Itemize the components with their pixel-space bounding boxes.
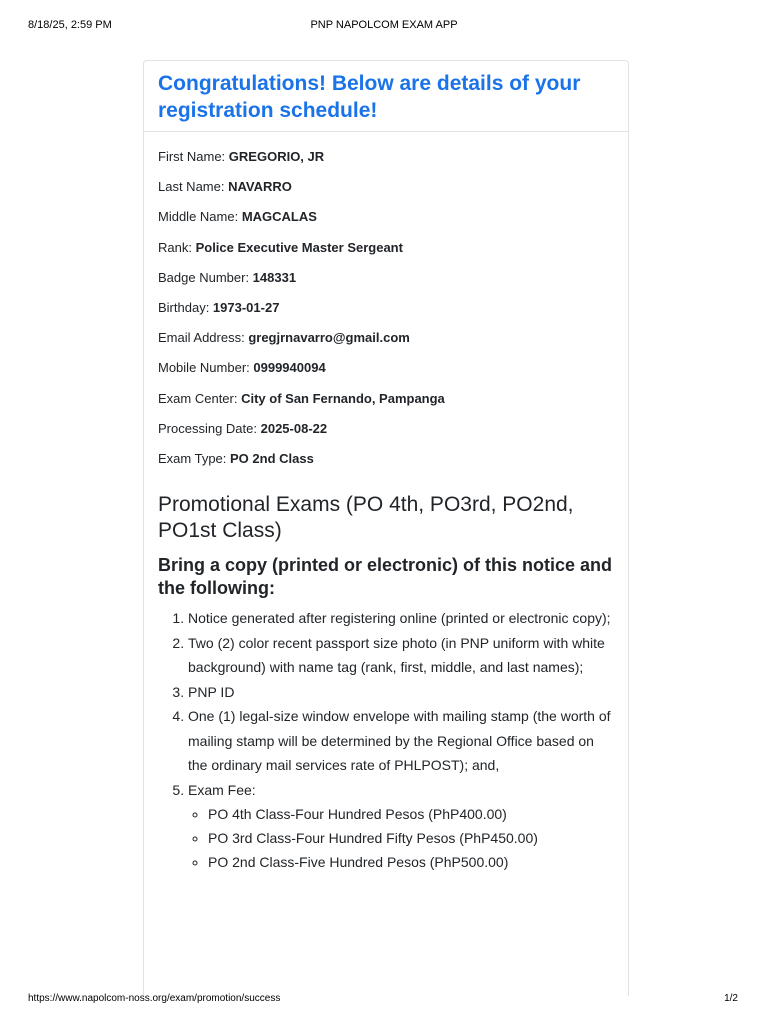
detail-value: City of San Fernando, Pampanga [241, 390, 445, 406]
section-subtitle: Bring a copy (printed or electronic) of this notice and the following: [158, 555, 613, 599]
detail-label: Rank: [158, 239, 196, 255]
detail-label: Middle Name: [158, 209, 242, 225]
detail-value: PO 2nd Class [230, 450, 314, 466]
print-page-title: PNP NAPOLCOM EXAM APP [310, 19, 458, 31]
detail-value: GREGORIO, JR [228, 149, 325, 164]
detail-value: MAGCALAS [241, 209, 317, 225]
detail-label: Last Name: [158, 179, 229, 195]
detail-exam-type [158, 444, 614, 474]
detail-value: NAVARRO [228, 179, 292, 195]
requirement-item-label: Exam Fee: [188, 781, 256, 798]
detail-label: First Name: [158, 149, 229, 164]
registration-card [143, 60, 629, 996]
card-title: Congratulations! Below are details of your registration schedule! [158, 72, 581, 122]
requirement-item: 4. One (1) legal-size window envelope with mailing stamp (the worth of mailing stamp will be determined by the Regional Office based on the ordinary mail services rate of PHLPOST); and, [188, 704, 614, 778]
detail-birthday [158, 293, 614, 323]
requirement-item-exam-fee [188, 778, 614, 875]
fee-item: ◦ PO 3rd Class-Four Hundred Fifty Pesos (PhP450.00) [208, 826, 614, 850]
fee-item: ◦ PO 4th Class-Four Hundred Pesos (PhP400.00) [208, 802, 614, 826]
detail-label: Birthday: [158, 299, 213, 315]
requirements-list [158, 606, 614, 874]
print-footer-url: https://www.napolcom-noss.org/exam/promotion/success [28, 993, 281, 1004]
detail-value: Police Executive Master Sergeant [195, 239, 403, 255]
detail-middle-name [158, 202, 614, 232]
print-datetime: 8/18/25, 2:59 PM [28, 19, 112, 31]
detail-value: 148331 [252, 269, 297, 285]
detail-last-name [158, 172, 614, 202]
detail-email-address [158, 323, 614, 353]
fee-item: ◦ PO 2nd Class-Five Hundred Pesos (PhP500.00) [208, 850, 614, 874]
detail-label: Exam Type: [158, 450, 231, 466]
requirement-item: 1. Notice generated after registering online (printed or electronic copy); [188, 606, 614, 631]
detail-label: Exam Center: [158, 390, 242, 406]
detail-value: 2025-08-22 [260, 420, 328, 436]
exam-fee-list [188, 802, 614, 874]
section-title: Promotional Exams (PO 4th, PO3rd, PO2nd, PO1st Class) [158, 493, 574, 543]
detail-rank [158, 233, 614, 263]
detail-badge-number [158, 263, 614, 293]
detail-label: Processing Date: [158, 420, 261, 436]
detail-label: Badge Number: [158, 269, 253, 285]
detail-processing-date [158, 414, 614, 444]
detail-mobile-number [158, 353, 614, 383]
detail-value: gregjrnavarro@gmail.com [248, 330, 410, 346]
card-header [144, 61, 628, 132]
detail-first-name [158, 142, 614, 172]
detail-exam-center [158, 384, 614, 414]
detail-label: Mobile Number: [158, 360, 254, 376]
requirement-item: 2. Two (2) color recent passport size photo (in PNP uniform with white background) with name tag (rank, first, middle, and last names); [188, 631, 614, 680]
requirement-item: 3. PNP ID [188, 680, 614, 705]
detail-value: 1973-01-27 [212, 299, 280, 315]
detail-label: Email Address: [158, 330, 249, 346]
detail-value: 0999940094 [253, 360, 326, 376]
print-page-number: 1/2 [724, 993, 738, 1004]
card-body [144, 132, 628, 874]
registration-details [158, 142, 614, 474]
